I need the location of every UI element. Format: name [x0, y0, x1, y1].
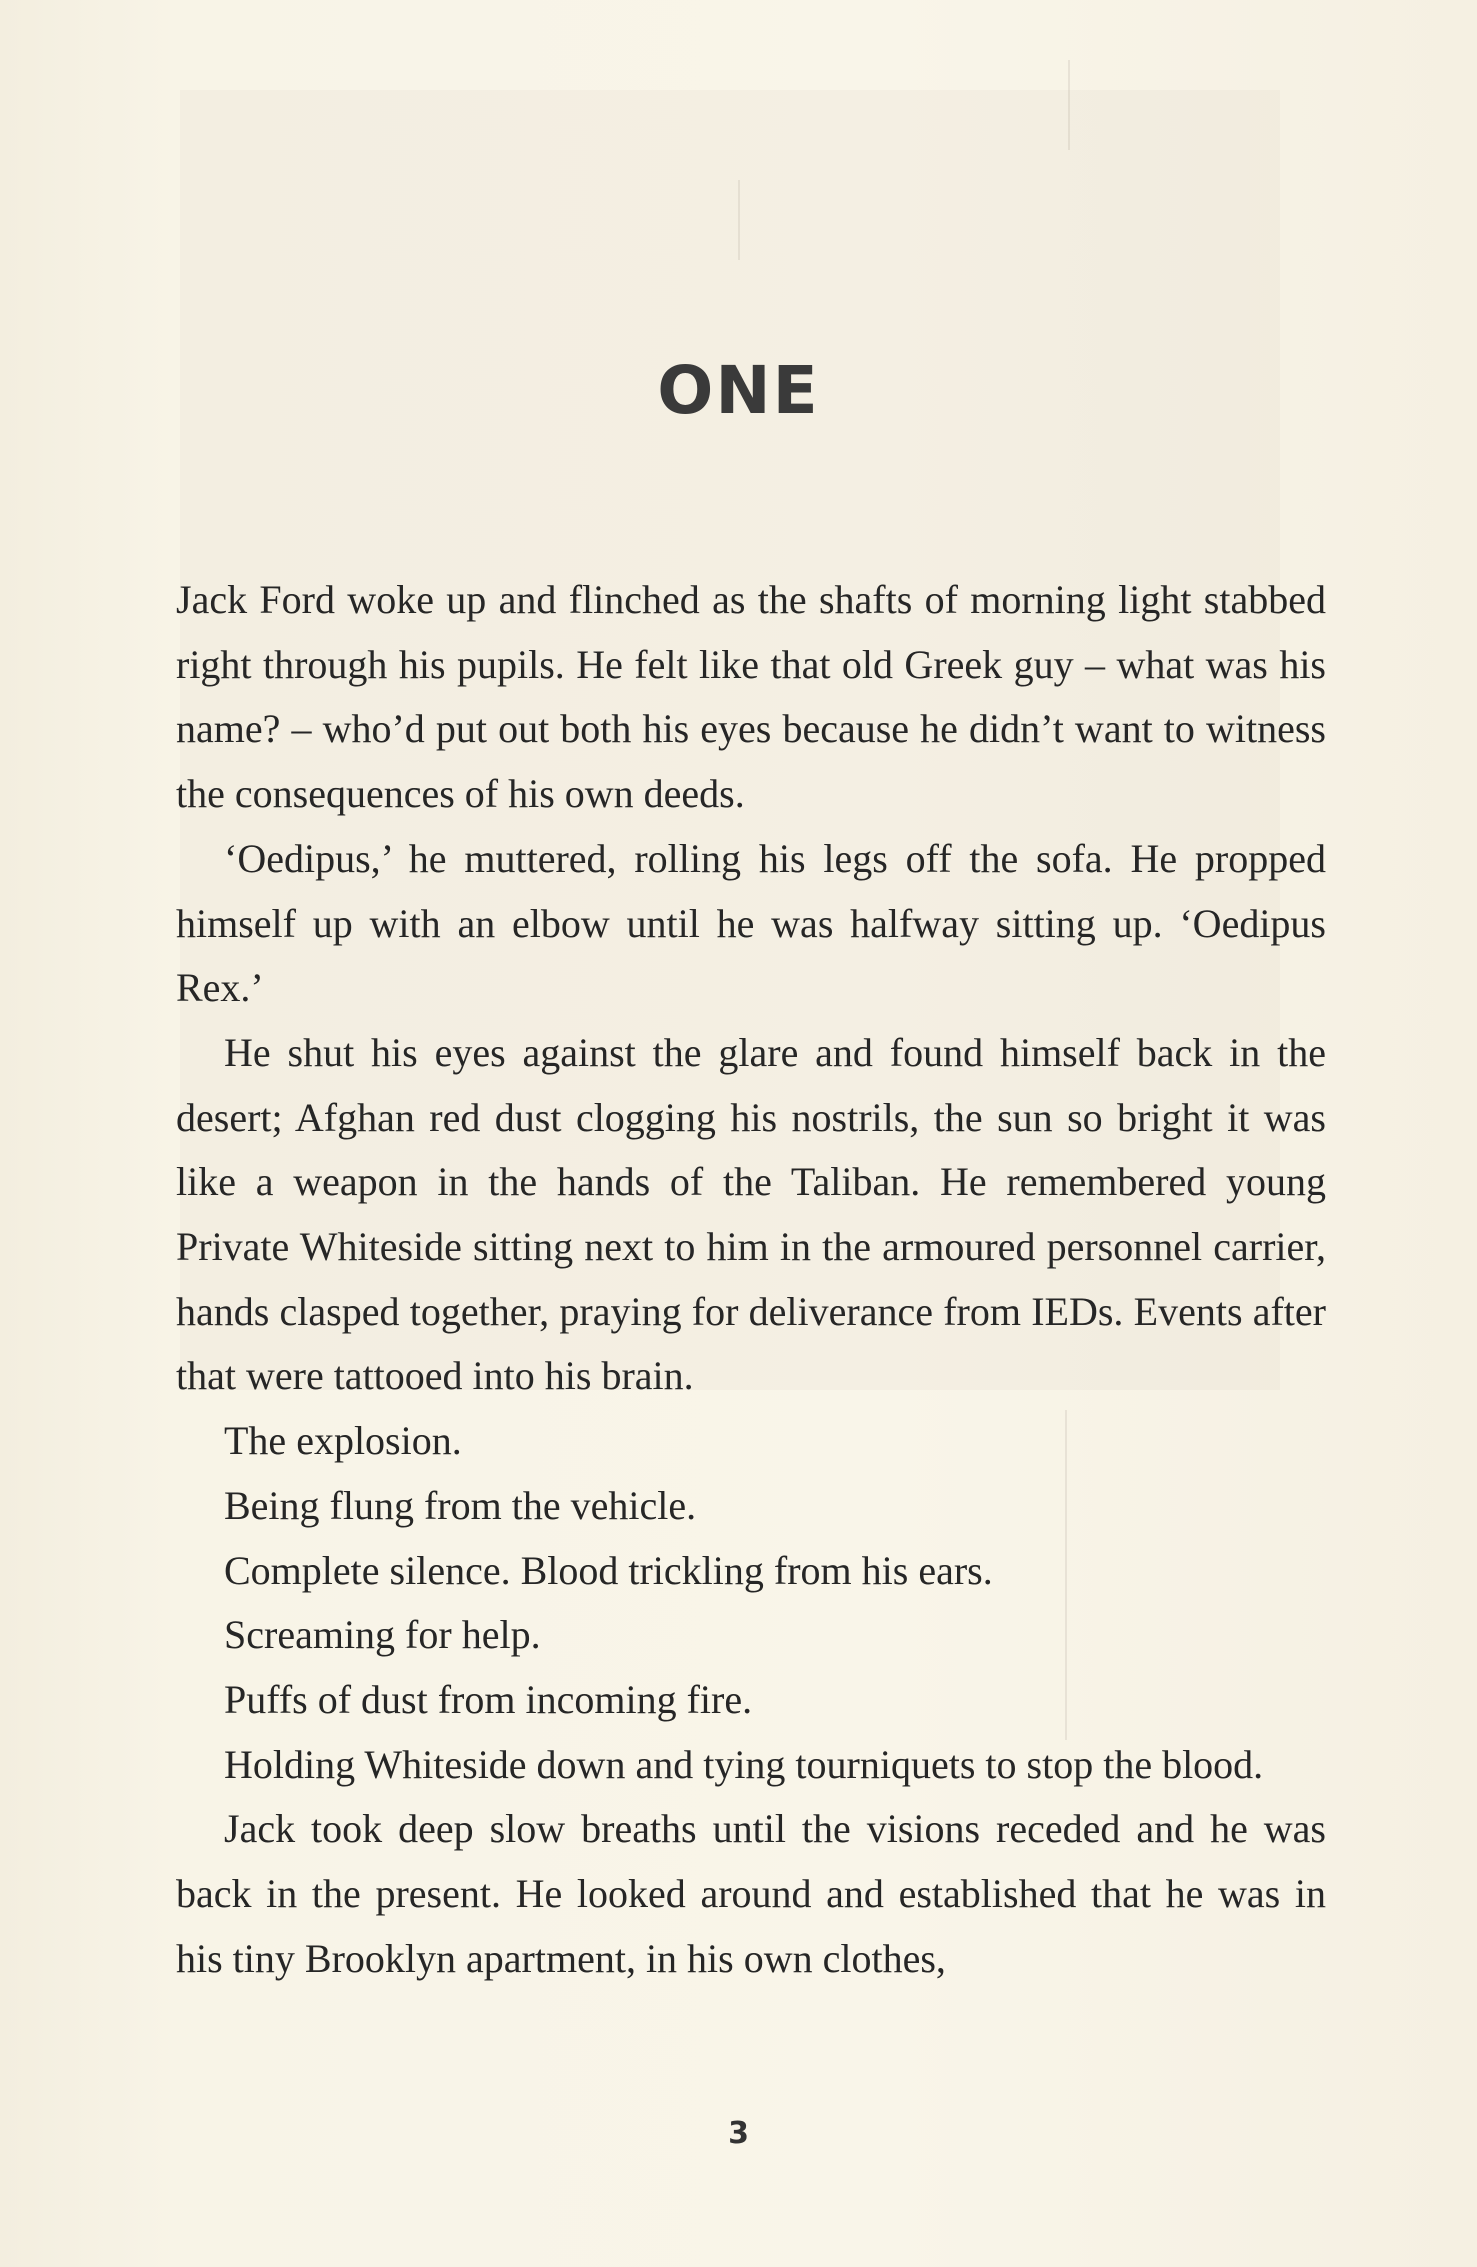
paragraph: Screaming for help.	[224, 1612, 541, 1658]
paragraph: Jack took deep slow breaths until the visions receded and he was back in the present. He looked around and established that he was in his tiny Brooklyn apartment, in his own clothes,	[176, 1806, 1326, 1981]
paragraph: Complete silence. Blood trickling from his ears.	[224, 1547, 993, 1593]
paragraph: Puffs of dust from incoming fire.	[224, 1676, 753, 1722]
paragraph: Being flung from the vehicle.	[224, 1482, 697, 1528]
paragraph: Jack Ford woke up and flinched as the shafts of morning light stabbed right through his pupils. He felt like that old Greek guy – what was his name? – who’d put out both his eyes because he didn’t want to witness the consequences of his own deeds.	[176, 577, 1326, 817]
paragraph: ‘Oedipus,’ he muttered, rolling his legs off the sofa. He propped himself up with an elbow until he was halfway sitting up. ‘Oedipus Rex.’	[176, 835, 1326, 1011]
page-crease	[1068, 60, 1070, 150]
paragraph: The explosion.	[224, 1418, 462, 1464]
chapter-title: ONE	[657, 352, 820, 429]
page-number: 3	[728, 2116, 749, 2151]
paragraph: He shut his eyes against the glare and found himself back in the desert; Afghan red dust clogging his nostrils, the sun so bright it was like a weapon in the hands of the Taliban. He remembered young Private Whiteside sitting next to him in the armoured personnel carrier, hands clasped together, praying for deliverance from IEDs. Events after that were tattooed into his brain.	[176, 1029, 1326, 1399]
page-crease	[738, 180, 740, 260]
chapter-body	[176, 568, 1326, 1991]
paragraph: Holding Whiteside down and tying tourniquets to stop the blood.	[224, 1741, 1264, 1787]
